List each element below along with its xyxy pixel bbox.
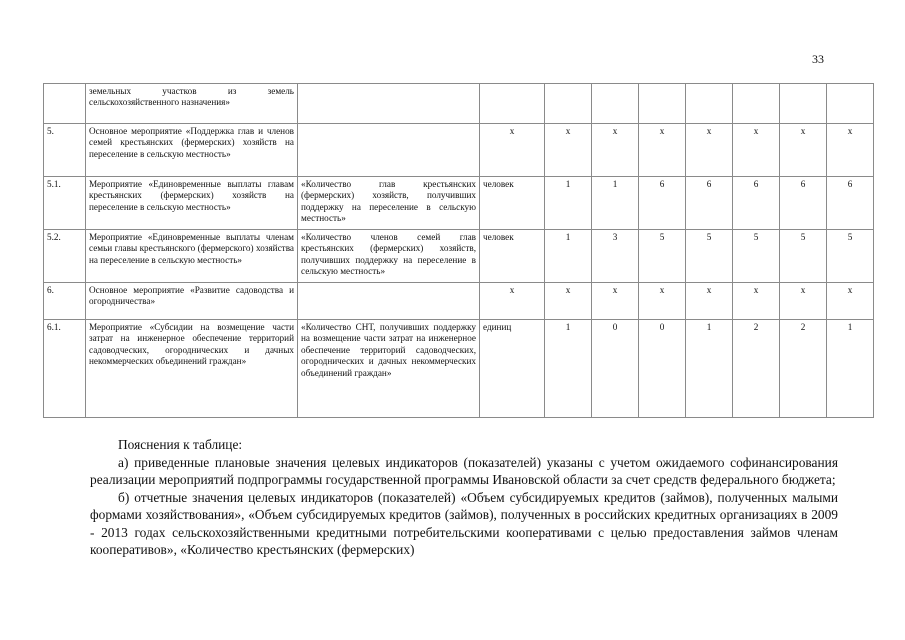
value-cell: х (639, 283, 686, 320)
value-cell: 1 (592, 177, 639, 230)
unit-cell: единиц (480, 320, 545, 418)
value-cell: 5 (639, 230, 686, 283)
unit-cell: человек (480, 177, 545, 230)
value-cell: 5 (827, 230, 874, 283)
table-row (44, 230, 874, 283)
activity-name-text: Мероприятие «Единовременные выплаты членам семьи главы крестьянского (фермерского) хозяйства на переселение в сельскую местность» (89, 232, 294, 265)
value-cell: 6 (827, 177, 874, 230)
value-cell: 1 (686, 320, 733, 418)
activity-name-text: Мероприятие «Субсидии на возмещение части затрат на инженерное обеспечение территорий садоводческих, огороднических и дачных некоммерческих объединений граждан» (89, 322, 294, 367)
value-cell: х (686, 124, 733, 177)
value-cell (827, 84, 874, 124)
indicator-cell (298, 124, 480, 177)
unit-cell: х (480, 124, 545, 177)
value-cell: х (545, 283, 592, 320)
activity-name-text: Основное мероприятие «Поддержка глав и членов семей крестьянских (фермерских) хозяйств на переселение в сельскую местность» (89, 126, 294, 159)
table-notes (90, 436, 838, 559)
value-cell: х (827, 124, 874, 177)
unit-cell: х (480, 283, 545, 320)
activity-name-text: Основное мероприятие «Развитие садоводства и огородничества» (89, 285, 294, 307)
indicator-cell (298, 230, 480, 283)
unit-cell (480, 84, 545, 124)
value-cell: х (733, 124, 780, 177)
indicator-cell (298, 84, 480, 124)
table-row (44, 177, 874, 230)
value-cell: х (686, 283, 733, 320)
value-cell (545, 84, 592, 124)
value-cell: 6 (686, 177, 733, 230)
row-index-cell: 5. (44, 124, 86, 177)
value-cell: 6 (733, 177, 780, 230)
table-row (44, 320, 874, 418)
activity-name-cell (86, 320, 298, 418)
value-cell: 2 (780, 320, 827, 418)
indicators-table (43, 83, 874, 418)
value-cell: 5 (733, 230, 780, 283)
note-paragraph-b: б) отчетные значения целевых индикаторов (показателей) «Объем субсидируемых кредитов (займов), полученных малыми формами хозяйствования», «Объем субсидируемых кредитов (займов), полученных в российских кредитных организациях в 2009 - 2013 годах сельскохозяйственными кредитными потребительскими кооперативами с целью предоставления займов членам кооперативов», «Количество крестьянских (фермерских) (90, 489, 838, 557)
activity-name-cell (86, 230, 298, 283)
value-cell (686, 84, 733, 124)
row-index-cell: 5.1. (44, 177, 86, 230)
notes-heading: Пояснения к таблице: (118, 437, 243, 452)
activity-name-text: земельных участков из земель сельскохозяйственного назначения» (89, 86, 294, 108)
indicator-text: «Количество членов семей глав крестьянских (фермерских) хозяйств, получивших поддержку на переселение в сельскую местность» (301, 232, 476, 277)
value-cell: 3 (592, 230, 639, 283)
page-number: 33 (812, 52, 824, 66)
value-cell: 2 (733, 320, 780, 418)
value-cell (780, 84, 827, 124)
indicator-cell (298, 320, 480, 418)
value-cell: 0 (639, 320, 686, 418)
value-cell: 1 (545, 230, 592, 283)
row-index-cell: 6. (44, 283, 86, 320)
indicator-text: «Количество СНТ, получивших поддержку на возмещение части затрат на инженерное обеспечение территорий садоводческих, огороднических и дачных некоммерческих объединений граждан» (301, 322, 476, 378)
value-cell: х (827, 283, 874, 320)
table-row (44, 84, 874, 124)
value-cell: 6 (639, 177, 686, 230)
unit-cell: человек (480, 230, 545, 283)
value-cell: 1 (545, 177, 592, 230)
row-index-cell: 6.1. (44, 320, 86, 418)
value-cell: х (639, 124, 686, 177)
value-cell: 1 (545, 320, 592, 418)
activity-name-cell (86, 124, 298, 177)
activity-name-cell (86, 177, 298, 230)
value-cell: х (592, 283, 639, 320)
value-cell: 6 (780, 177, 827, 230)
value-cell: 0 (592, 320, 639, 418)
value-cell (639, 84, 686, 124)
table-row (44, 124, 874, 177)
value-cell: х (545, 124, 592, 177)
table-row (44, 283, 874, 320)
value-cell: х (733, 283, 780, 320)
indicator-cell (298, 283, 480, 320)
value-cell: х (592, 124, 639, 177)
value-cell: 5 (780, 230, 827, 283)
activity-name-cell (86, 84, 298, 124)
value-cell (733, 84, 780, 124)
indicator-text: «Количество глав крестьянских (фермерских) хозяйств, получивших поддержку на переселение в сельскую местность» (301, 179, 476, 224)
row-index-cell: 5.2. (44, 230, 86, 283)
indicator-cell (298, 177, 480, 230)
activity-name-text: Мероприятие «Единовременные выплаты главам крестьянских (фермерских) хозяйств на переселение в сельскую местность» (89, 179, 294, 212)
activity-name-cell (86, 283, 298, 320)
value-cell: х (780, 283, 827, 320)
value-cell: 1 (827, 320, 874, 418)
row-index-cell (44, 84, 86, 124)
value-cell: х (780, 124, 827, 177)
note-paragraph-a: а) приведенные плановые значения целевых индикаторов (показателей) указаны с учетом ожидаемого софинансирования реализации мероприятий подпрограммы государственной программы Ивановской области за счет средств федерального бюджета; (90, 454, 838, 487)
value-cell (592, 84, 639, 124)
value-cell: 5 (686, 230, 733, 283)
